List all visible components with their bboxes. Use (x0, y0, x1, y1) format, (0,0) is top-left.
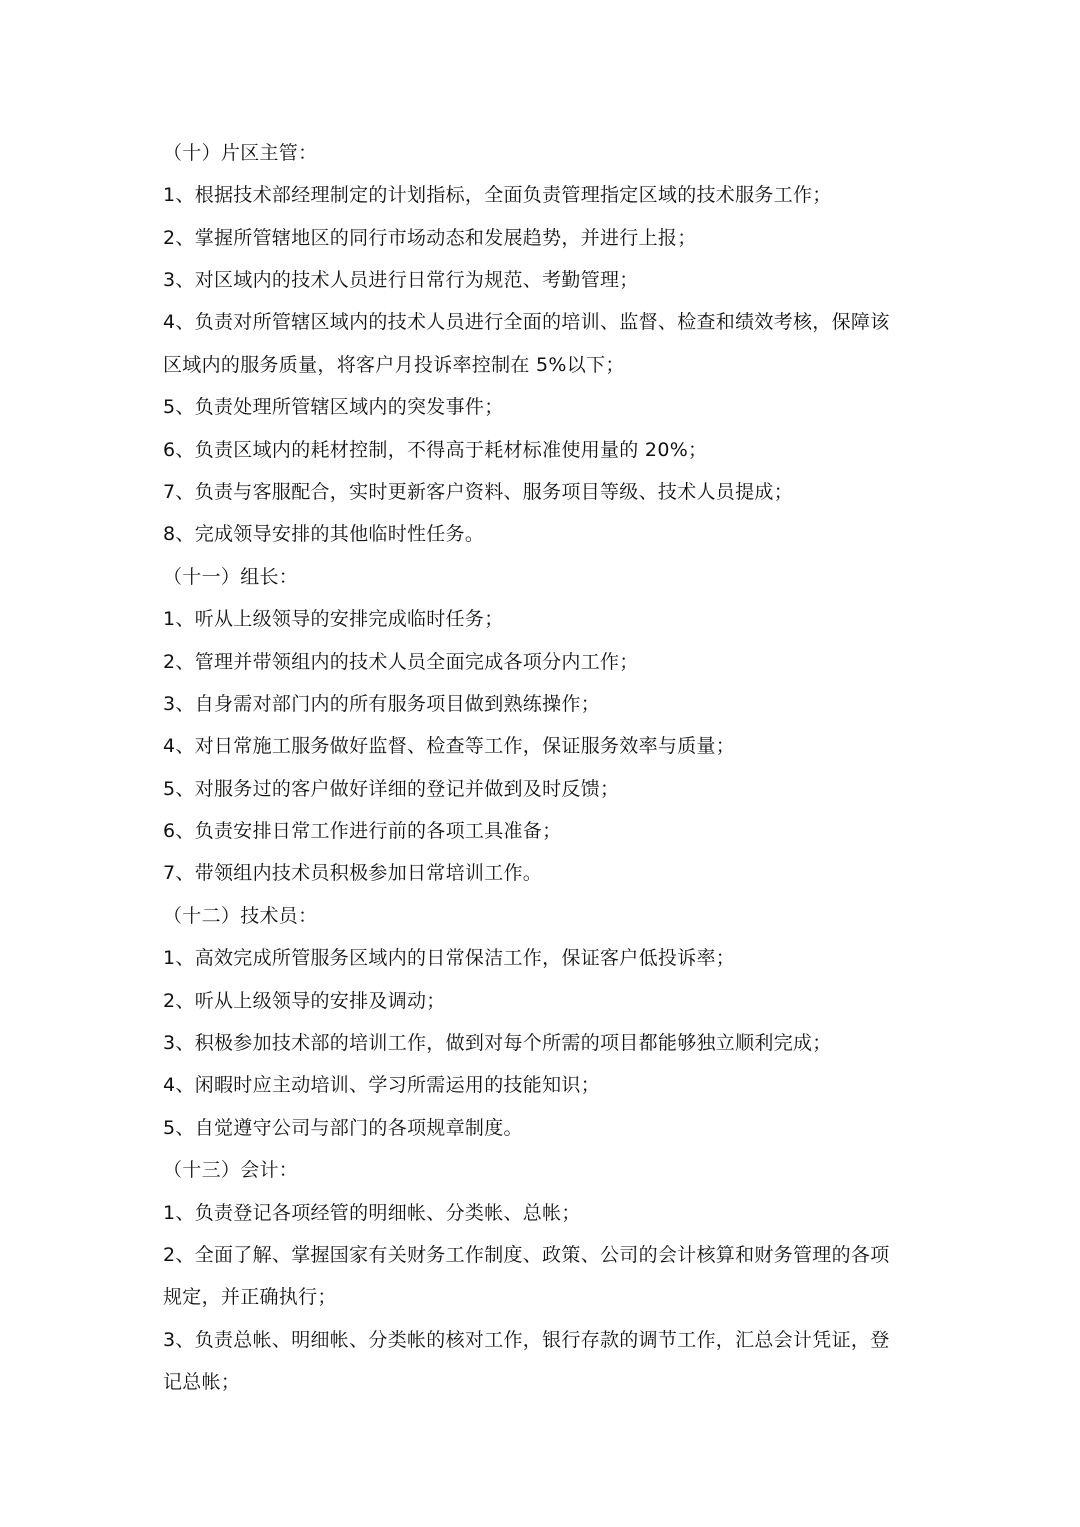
section-12-line-5: 5、自觉遵守公司与部门的各项规章制度。 (163, 1117, 523, 1139)
section-13-line-3-cont: 记总帐； (163, 1371, 241, 1393)
section-heading-11: （十一）组长： (163, 566, 299, 588)
section-heading-10: （十）片区主管： (163, 142, 318, 164)
section-12-line-3: 3、积极参加技术部的培训工作，做到对每个所需的项目都能够独立顺利完成； (163, 1032, 832, 1054)
section-10-line-7: 7、负责与客服配合，实时更新客户资料、服务项目等级、技术人员提成； (163, 481, 793, 503)
section-10-line-1: 1、根据技术部经理制定的计划指标，全面负责管理指定区域的技术服务工作； (163, 184, 832, 206)
section-11-line-3: 3、自身需对部门内的所有服务项目做到熟练操作； (163, 693, 600, 715)
section-10-line-8: 8、完成领导安排的其他临时性任务。 (163, 523, 485, 545)
section-13-line-1: 1、负责登记各项经管的明细帐、分类帐、总帐； (163, 1202, 581, 1224)
section-11-line-2: 2、管理并带领组内的技术人员全面完成各项分内工作； (163, 651, 639, 673)
section-12-line-2: 2、听从上级领导的安排及调动； (163, 990, 446, 1012)
section-10-line-4-cont: 区域内的服务质量，将客户月投诉率控制在 5%以下； (163, 354, 625, 376)
section-11-line-1: 1、听从上级领导的安排完成临时任务； (163, 608, 504, 630)
section-11-line-5: 5、对服务过的客户做好详细的登记并做到及时反馈； (163, 778, 620, 800)
section-11-line-4: 4、对日常施工服务做好监督、检查等工作，保证服务效率与质量； (163, 735, 736, 757)
section-10-line-4: 4、负责对所管辖区域内的技术人员进行全面的培训、监督、检查和绩效考核，保障该 (163, 311, 890, 333)
section-10-line-3: 3、对区域内的技术人员进行日常行为规范、考勤管理； (163, 269, 639, 291)
section-12-line-4: 4、闲暇时应主动培训、学习所需运用的技能知识； (163, 1074, 600, 1096)
section-10-line-6: 6、负责区域内的耗材控制，不得高于耗材标准使用量的 20%； (163, 439, 708, 461)
section-11-line-6: 6、负责安排日常工作进行前的各项工具准备； (163, 820, 562, 842)
section-10-line-2: 2、掌握所管辖地区的同行市场动态和发展趋势，并进行上报； (163, 227, 697, 249)
section-13-line-3: 3、负责总帐、明细帐、分类帐的核对工作，银行存款的调节工作，汇总会计凭证，登 (163, 1329, 890, 1351)
section-10-line-5: 5、负责处理所管辖区域内的突发事件； (163, 396, 504, 418)
section-12-line-1: 1、高效完成所管服务区域内的日常保洁工作，保证客户低投诉率； (163, 947, 736, 969)
section-heading-13: （十三）会计： (163, 1159, 299, 1181)
section-11-line-7: 7、带领组内技术员积极参加日常培训工作。 (163, 862, 543, 884)
section-13-line-2-cont: 规定，并正确执行； (163, 1286, 337, 1308)
section-heading-12: （十二）技术员： (163, 905, 318, 927)
section-13-line-2: 2、全面了解、掌握国家有关财务工作制度、政策、公司的会计核算和财务管理的各项 (163, 1244, 890, 1266)
